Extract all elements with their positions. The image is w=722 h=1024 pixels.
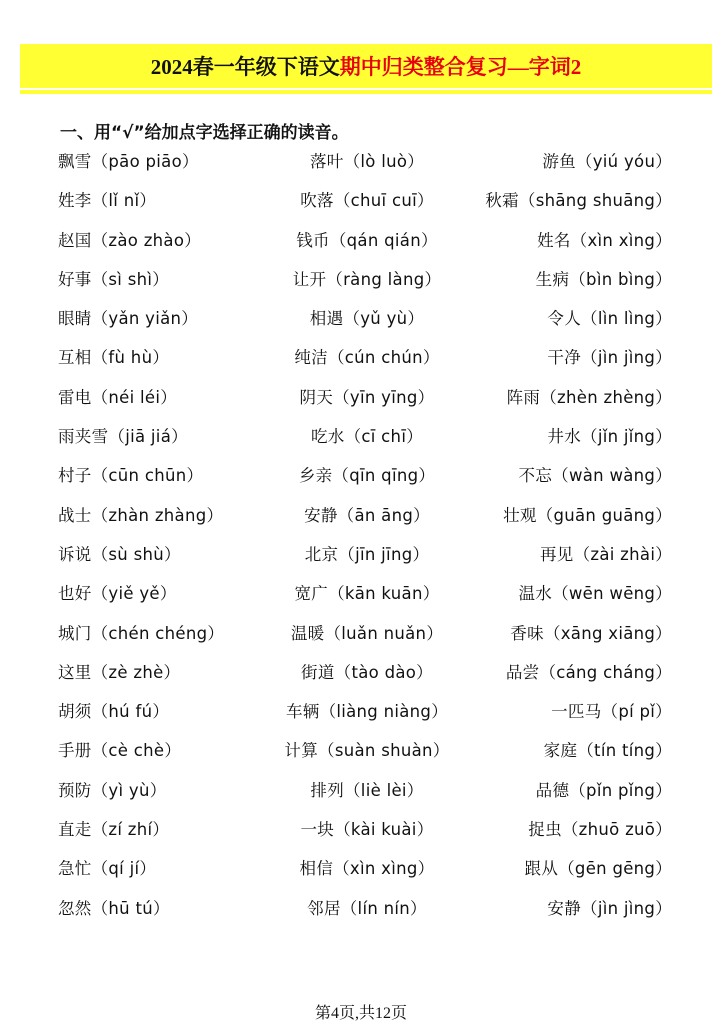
exercise-row: [0, 895, 722, 934]
exercise-item: 急忙（qí jí）: [58, 859, 157, 879]
exercise-item: 阴天（yīn yīng）: [299, 387, 435, 407]
exercise-item: 不忘（wàn wàng）: [518, 466, 672, 486]
exercise-item: 捉虫（zhuō zuō）: [528, 820, 672, 840]
exercise-item: 忽然（hū tú）: [58, 898, 170, 918]
exercise-row: [0, 344, 722, 383]
exercise-item: 让开（ràng làng）: [292, 269, 442, 289]
exercise-row: [0, 305, 722, 344]
exercise-grid: [0, 148, 722, 934]
exercise-row: [0, 502, 722, 541]
exercise-item: 钱币（qán qián）: [296, 230, 438, 250]
exercise-item: 安静（ān āng）: [304, 505, 430, 525]
exercise-item: 令人（lìn lìng）: [547, 309, 672, 329]
exercise-row: [0, 816, 722, 855]
exercise-row: [0, 698, 722, 737]
exercise-item: 好事（sì shì）: [58, 269, 170, 289]
exercise-item: 雨夹雪（jiā jiá）: [58, 427, 188, 447]
exercise-item: 相遇（yǔ yù）: [309, 309, 425, 329]
exercise-item: 互相（fù hù）: [58, 348, 170, 368]
exercise-item: 安静（jìn jìng）: [547, 898, 672, 918]
exercise-item: 计算（suàn shuàn）: [284, 741, 450, 761]
exercise-item: 街道（tào dào）: [301, 662, 433, 682]
exercise-item: 手册（cè chè）: [58, 741, 182, 761]
exercise-row: [0, 423, 722, 462]
exercise-item: 战士（zhàn zhàng）: [58, 505, 224, 525]
exercise-item: 家庭（tín tíng）: [543, 741, 672, 761]
exercise-item: 温暖（luǎn nuǎn）: [290, 623, 444, 643]
exercise-item: 车辆（liàng niàng）: [285, 702, 449, 722]
exercise-item: 一匹马（pí pǐ）: [551, 702, 672, 722]
exercise-item: 吹落（chuī cuī）: [300, 191, 434, 211]
exercise-item: 姓名（xìn xìng）: [537, 230, 672, 250]
exercise-row: [0, 187, 722, 226]
exercise-item: 井水（jǐn jǐng）: [547, 427, 672, 447]
exercise-item: 直走（zí zhí）: [58, 820, 170, 840]
exercise-item: 宽广（kān kuān）: [294, 584, 440, 604]
exercise-item: 秋霜（shāng shuāng）: [485, 191, 672, 211]
exercise-item: 阵雨（zhèn zhèng）: [506, 387, 672, 407]
exercise-item: 温水（wēn wēng）: [518, 584, 672, 604]
exercise-item: 乡亲（qīn qīng）: [298, 466, 436, 486]
exercise-item: 一块（kài kuài）: [300, 820, 434, 840]
section-title: 一、用“√”给加点字选择正确的读音。: [60, 123, 349, 143]
page-number: 第4页,共12页: [314, 1005, 407, 1022]
exercise-row: [0, 227, 722, 266]
exercise-row: [0, 659, 722, 698]
exercise-row: [0, 777, 722, 816]
exercise-item: 预防（yì yù）: [58, 780, 167, 800]
exercise-item: 眼睛（yǎn yiǎn）: [58, 309, 199, 329]
exercise-row: [0, 266, 722, 305]
exercise-item: 落叶（lò luò）: [309, 152, 425, 171]
exercise-item: 吃水（cī chī）: [310, 427, 423, 447]
exercise-item: 游鱼（yiú yóu）: [542, 152, 672, 171]
exercise-item: 纯洁（cún chún）: [294, 348, 440, 368]
exercise-item: 再见（zài zhài）: [539, 544, 672, 564]
exercise-row: [0, 580, 722, 619]
exercise-item: 邻居（lín nín）: [307, 898, 427, 918]
exercise-item: 壮观（guān guāng）: [503, 505, 672, 525]
title-red: 期中归类整合复习—字词2: [339, 55, 582, 79]
exercise-row: [0, 384, 722, 423]
title-black: 2024春一年级下语文: [150, 55, 340, 79]
exercise-item: 诉说（sù shù）: [58, 544, 181, 564]
exercise-row: [0, 462, 722, 501]
exercise-item: 香味（xāng xiāng）: [510, 623, 672, 643]
exercise-item: 北京（jīn jīng）: [304, 544, 430, 564]
banner-underline: [20, 90, 712, 94]
exercise-item: 雷电（néi léi）: [58, 387, 178, 407]
exercise-item: 品德（pǐn pǐng）: [535, 780, 672, 800]
exercise-item: 姓李（lǐ nǐ）: [58, 191, 157, 211]
exercise-item: 也好（yiě yě）: [58, 584, 177, 604]
exercise-item: 飘雪（pāo piāo）: [58, 152, 199, 171]
exercise-item: 胡须（hú fú）: [58, 702, 170, 722]
exercise-row: [0, 541, 722, 580]
exercise-item: 排列（liè lèi）: [310, 780, 424, 800]
exercise-item: 品尝（cáng cháng）: [505, 662, 672, 682]
exercise-item: 跟从（gēn gēng）: [524, 859, 672, 879]
exercise-item: 这里（zè zhè）: [58, 662, 181, 682]
exercise-row: [0, 620, 722, 659]
exercise-item: 干净（jìn jìng）: [547, 348, 672, 368]
exercise-item: 生病（bìn bìng）: [535, 269, 672, 289]
exercise-item: 相信（xìn xìng）: [299, 859, 435, 879]
exercise-row: [0, 148, 722, 187]
header-banner: [20, 44, 712, 88]
exercise-item: 赵国（zào zhào）: [58, 230, 202, 250]
exercise-item: 城门（chén chéng）: [58, 623, 225, 643]
exercise-item: 村子（cūn chūn）: [58, 466, 204, 486]
exercise-row: [0, 737, 722, 776]
exercise-row: [0, 855, 722, 894]
